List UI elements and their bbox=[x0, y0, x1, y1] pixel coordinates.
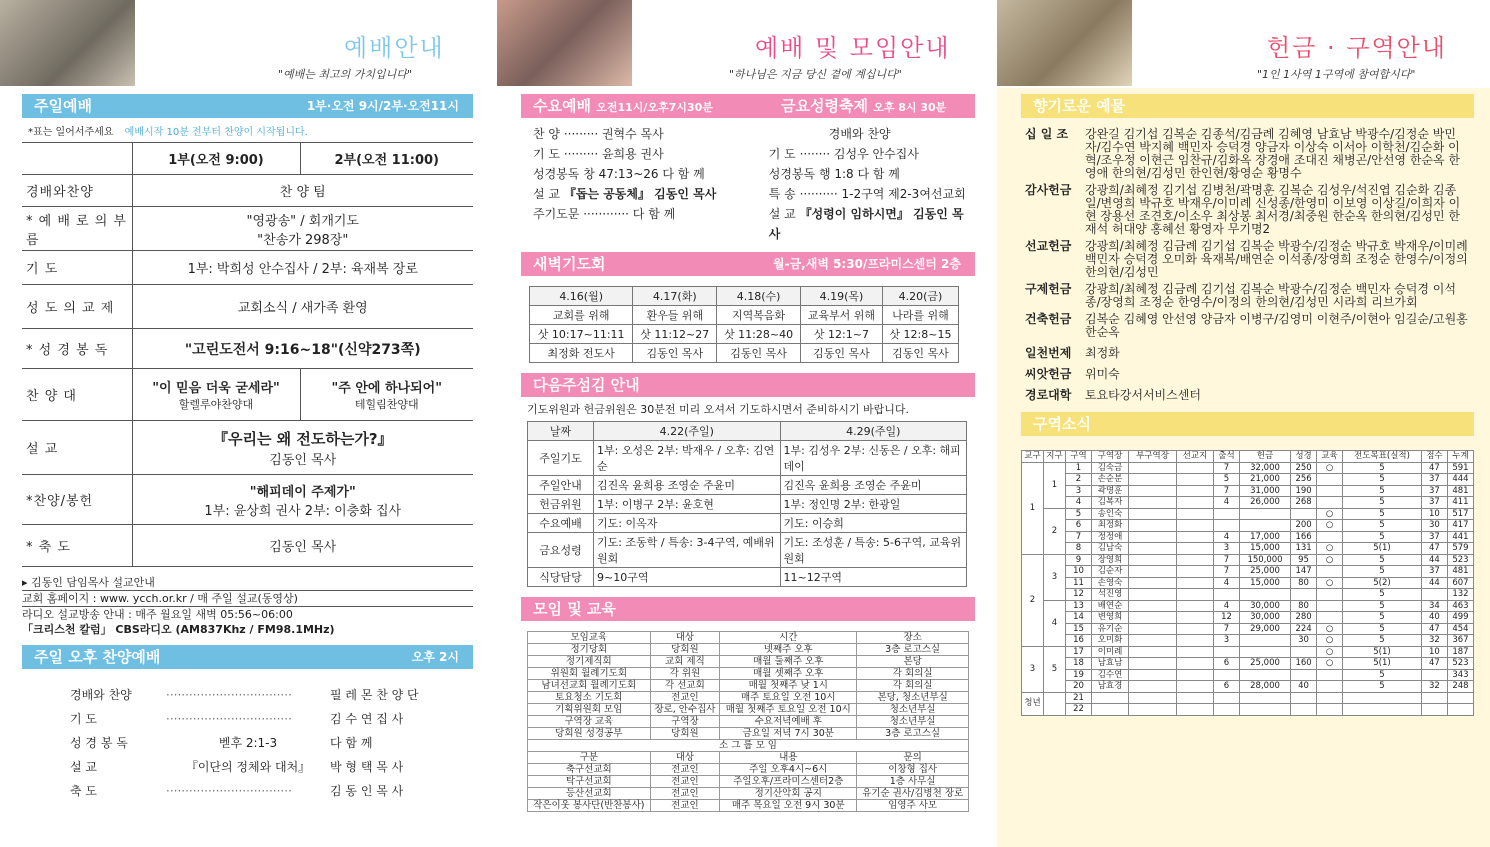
district-row: 6 최정화 200 ○ 5 30 417 bbox=[1022, 520, 1474, 532]
header-photo bbox=[997, 0, 1132, 86]
district-row: 2 5 송인숙 ○ 5 10 517 bbox=[1022, 508, 1474, 520]
offering-bar: 향기로운 예물 bbox=[1021, 94, 1474, 118]
district-row: 18 남효남 6 25,000 160 ○ 5(1) 47 523 bbox=[1022, 658, 1474, 670]
district-row: 14 변영희 12 30,000 280 5 40 499 bbox=[1022, 612, 1474, 624]
panel-worship bbox=[0, 0, 497, 847]
district-bar: 구역소식 bbox=[1021, 412, 1474, 436]
district-row: 10 김순자 7 25,000 147 5 37 481 bbox=[1022, 566, 1474, 578]
page-title: 예배안내 bbox=[344, 34, 445, 62]
district-row: 8 김남숙 3 15,000 131 ○ 5(1) 47 579 bbox=[1022, 543, 1474, 555]
district-row: 7 정정애 4 17,000 166 5 37 441 bbox=[1022, 531, 1474, 543]
wed-fri-order: 찬 양 ········· 권혁수 목사 기 도 ········· 윤희용 권사 성경봉독 창 47:13~26 다 함 께 설 교 『돕는 공동체』 김동인 목사 주기도문 ············ 다 함 께 경배와 찬양 기 도 ········ 김성우 안수집사 성경봉독 행 1:8 다 함 께 특 송 ·········· 1-2구역 제2-3여선교회 설 교 『성령이 임하시면』 김동인 목사 bbox=[533, 127, 966, 241]
serve-bar: 다음주섬김 안내 bbox=[521, 373, 975, 397]
offering-table: 십 일 조 강완길 김기섭 김복순 김종석/김금례 김혜영 남효남 박광수/김정순 박민자/김수연 박지혜 백민자 승덕경 양금자 이상숙 이서아 이학천/김순화 이 혁/조우정 이현근 임찬규/김화옥 장경애 조대진 채병곤/안선영 한순옥 한영애 한의현/김성민 한인현/황영순 황명수 감사헌금 강광희/최혜정 김기섭 김병천/곽명훈 김복순 김성우/석진엽 김순화 김종일/변영희 박규호 박재우/이미례 신성종/한영미 이보영 이상길/이희자 이 현 장용선 조견호/이소우 최상봉 최서경/최중원 한순옥 한의현/김성민 한재석 허대양 홍혜선 황영자 무기명2 선교헌금 강광희/최혜정 김금례 김기섭 김복순 박광수/김정순 박규호 박재우/이미례 백민자 승덕경 오미화 육재복/배연순 이석종/장영희 조정순 한영수/이정의 한의현/김성민 구제헌금 강광희/최혜정 김금례 김기섭 김복순 박광수/김정순 백민자 승덕경 이석종/장영희 조정순 한영수/이정의 한의현/김성민 시라희 리브가회 건축헌금 김복순 김혜영 안선영 양금자 이병구/김영미 이현주/이현아 임길순/고원홍 한순옥 일천번제 최정화 씨앗헌금 위미숙 경로대학 토요타강서서비스센터 bbox=[1025, 127, 1468, 402]
district-row: 22 bbox=[1022, 704, 1474, 716]
district-row: 11 손영숙 4 15,000 80 ○ 5(2) 44 607 bbox=[1022, 577, 1474, 589]
afternoon-bar: 주일 오후 찬양예배 오후 2시 bbox=[22, 645, 473, 669]
page-title: 예배 및 모임안내 bbox=[755, 34, 951, 62]
district-row: 청년 21 bbox=[1022, 692, 1474, 704]
header-photo bbox=[497, 0, 632, 86]
header-photo bbox=[0, 0, 135, 86]
sunday-bar: 주일예배 1부·오전 9시/2부·오전11시 bbox=[22, 94, 473, 118]
header bbox=[997, 0, 1490, 88]
district-row: 20 남효경 6 28,000 40 5 32 248 bbox=[1022, 681, 1474, 693]
afternoon-list: 경배와 찬양 ································· 필 레 몬 찬 양 단 기 도 ································· 김 수 연 집 사 성 경 봉 독 벧후 2:1-3 다 함 께 설 교 『이단의 정체와 대처』 박 형 택 목 사 축 도 ································· 김 동 인 목 사 bbox=[70, 688, 419, 798]
page-title: 헌금 · 구역안내 bbox=[1267, 34, 1447, 62]
sunday-table: 1부(오전 9:00) 2부(오전 11:00) 경배와찬양 찬 양 팀 * 예 배 로 의 부 름 "영광송" / 회개기도 "찬송가 298장" 기 도 1부: 박희성 안수집사 / 2부: 육재복 장로 성 도 의 교 제 교회소식 / 새가족 환영 * 성 경 봉 독 "고린도전서 9:16~18"(신약273쪽) 찬 양 대 "이 믿음 더욱 굳세라" 할렐루야찬양대 "주 안에 하나되어" 테힐림찬양대 설 교 『우리는 왜 전도하는가?』 김동인 목사 *찬양/봉헌 "해피데이 주제가" 1부: 윤상희 권사 2부: 이충화 집사 * 축 도 김동인 목사 bbox=[22, 142, 473, 567]
page-subtitle: "하나님은 지금 당신 곁에 계십니다" bbox=[729, 68, 902, 81]
dawn-table: 4.16(월) 4.17(화) 4.18(수) 4.19(목) 4.20(금) 교회를 위해 환우들 위해 지역복음화 교육부서 위해 나라를 위해 삿 10:17~11:11 삿 11:12~27 삿 11:28~40 삿 12:1~7 삿 12:8~15 최정화 전도사 김동인 목사 김동인 목사 김동인 목사 김동인 목사 bbox=[529, 286, 959, 363]
district-row: 15 유기순 7 29,000 224 ○ 5 47 454 bbox=[1022, 623, 1474, 635]
district-row: 1 1 1 김숙금 7 32,000 250 ○ 5 47 591 bbox=[1022, 462, 1474, 474]
district-row: 19 김수연 5 343 bbox=[1022, 669, 1474, 681]
panel-offering bbox=[997, 0, 1490, 847]
serve-note: 기도위원과 헌금위원은 30분전 미리 오셔서 기도하시면서 준비하시기 바랍니다. bbox=[527, 403, 909, 416]
sermon-info: ▸ 김동인 담임목사 설교안내 교회 홈페이지 : www. ycch.or.kr / 매 주일 설교(동영상) 라디오 설교방송 안내 : 매주 월요일 새벽 05:56~06:00 「크리스천 칼럼」 CBS라디오 (AM837Khz / FM98.1MHz) bbox=[22, 575, 473, 637]
district-row: 4 13 배연순 4 30,000 80 5 34 463 bbox=[1022, 600, 1474, 612]
meeting-bar: 모임 및 교육 bbox=[521, 597, 975, 621]
note: *표는 일어서주세요 예배시작 10분 전부터 찬양이 시작됩니다. bbox=[28, 127, 308, 138]
district-table: 교구 지구 구역 구역장 부구역장 선교지 출석 헌금 성경 교육 전도목표(실적) 점수 누계 1 1 1 김숙금 7 32,000 250 ○ 5 47 591 2 손순분 5 21,000 256 5 37 444 3 곽명훈 7 31,000 190 5 37 481 4 김복자 4 26,000 268 5 37 411 2 5 송인숙 ○ 5 10 517 6 최정화 200 ○ 5 30 417 7 정정애 4 17,000 166 5 37 441 8 김남숙 3 15,000 131 ○ 5(1) 47 579 2 3 9 장영희 7 150,000 95 ○ 5 44 523 10 김순자 7 25,000 147 5 37 481 11 손영숙 4 15,000 80 ○ 5(2) 44 607 12 석진영 5 132 4 13 배연순 4 30,000 80 5 34 463 14 변영희 12 30,000 280 5 40 499 15 유기순 7 29,000 224 ○ 5 47 454 16 오미화 3 30 ○ 5 32 367 3 5 17 이미례 ○ 5(1) 10 187 18 남효남 6 25,000 160 ○ 5(1) 47 523 19 김수연 5 343 20 남효경 6 28,000 40 5 32 248 청년 21 22 bbox=[1021, 450, 1474, 716]
header bbox=[497, 0, 997, 88]
panel-meetings bbox=[497, 0, 997, 847]
page-subtitle: "1인 1사역 1구역에 참여합시다" bbox=[1257, 68, 1416, 81]
district-row: 3 5 17 이미례 ○ 5(1) 10 187 bbox=[1022, 646, 1474, 658]
meeting-table: 모임교육 대상 시간 장소 정기당회 당회원 넷째주 오후 3층 로고스실 정기제직회 교회 제직 매월 둘째주 오후 본당 위원회 월례기도회 각 위원 매월 셋째주 오후 각 회의실 남녀선교회 월례기도회 각 선교회 매월 첫째주 낮 1시 각 회의실 토요청소 기도회 전교인 매주 토요일 오전 10시 본당, 청소년부실 기획위원회 모임 장로, 안수집사 매월 첫째주 토요일 오전 10시 청소년부실 구역장 교육 구역장 수요저녁예배 후 청소년부실 당회원 성경공부 당회원 금요일 저녁 7시 30분 3층 로고스실 소 그 룹 모 임 구분 대상 내용 문의 축구선교회 전교인 주일 오후4시~6시 이창형 집사 탁구선교회 전교인 주일오후/프라미스센터2층 1층 사무실 등산선교회 전교인 정기산악회 공지 유기순 권사/김병천 장로 작은이웃 봉사단(반찬봉사) 전교인 매주 목요일 오전 9시 30분 임영주 사모 bbox=[527, 631, 969, 812]
wed-fri-bar: 수요예배 오전11시/오후7시30분 금요성령축제 오후 8시 30분 bbox=[521, 94, 975, 118]
district-row: 4 김복자 4 26,000 268 5 37 411 bbox=[1022, 497, 1474, 509]
header bbox=[0, 0, 497, 88]
district-row: 16 오미화 3 30 ○ 5 32 367 bbox=[1022, 635, 1474, 647]
district-row: 3 곽명훈 7 31,000 190 5 37 481 bbox=[1022, 485, 1474, 497]
district-row: 2 손순분 5 21,000 256 5 37 444 bbox=[1022, 474, 1474, 486]
district-row: 2 3 9 장영희 7 150,000 95 ○ 5 44 523 bbox=[1022, 554, 1474, 566]
dawn-bar: 새벽기도회 월-금,새벽 5:30/프라미스센터 2층 bbox=[521, 252, 975, 276]
page-subtitle: "예배는 최고의 가치입니다" bbox=[278, 68, 412, 81]
district-row: 12 석진영 5 132 bbox=[1022, 589, 1474, 601]
serve-table: 날짜 4.22(주일) 4.29(주일) 주일기도 1부: 오성은 2부: 박재우 / 오후: 김연순 1부: 김성우 2부: 신동은 / 오후: 해피데이 주일안내 김진옥 윤희용 조영순 주윤미 김진옥 윤희용 조영순 주윤미 헌금위원 1부: 이병구 2부: 윤호현 1부: 정인명 2부: 한광일 수요예배 기도: 이옥자 기도: 이승희 금요성령 기도: 조동학 / 특송: 3-4구역, 예배위원회 기도: 조성훈 / 특송: 5-6구역, 교육위원회 식당담당 9~10구역 11~12구역 bbox=[527, 421, 967, 587]
